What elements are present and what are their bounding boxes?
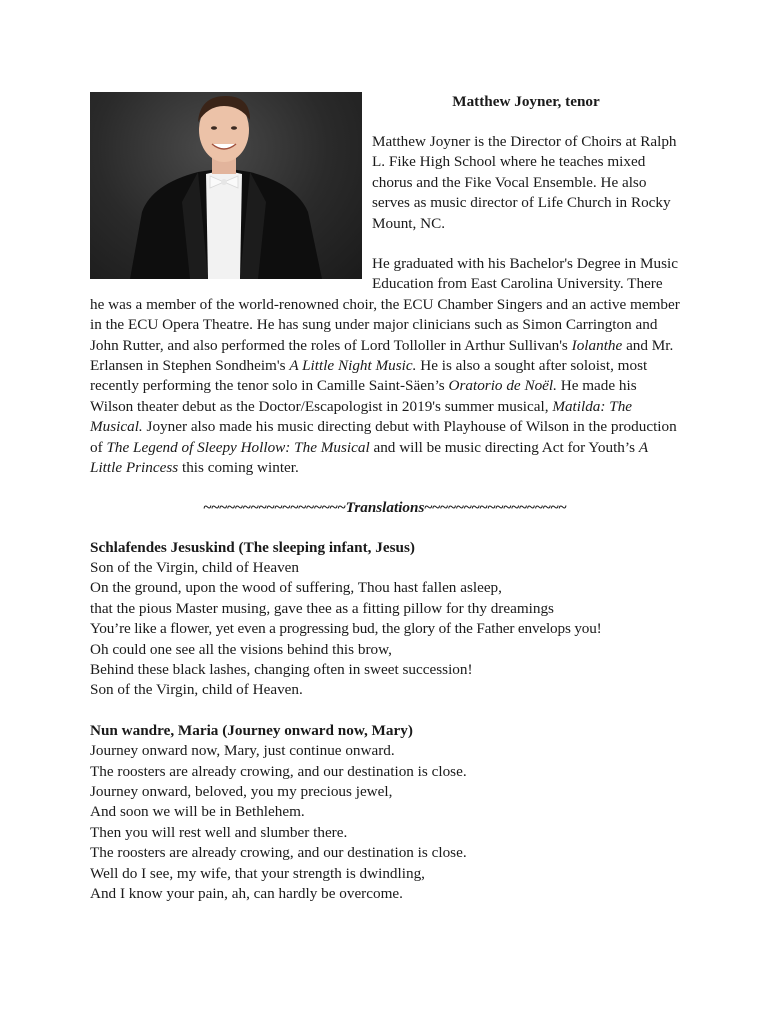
lyric-line: Well do I see, my wife, that your strength is dwindling, (90, 864, 425, 882)
lyric-line: Journey onward, beloved, you my precious jewel, (90, 782, 393, 800)
work-title-little-princess: A Little Princess (90, 438, 648, 477)
tilde-rule-right: ~~~~~~~~~~~~~~~~~~ (424, 498, 567, 516)
lyric-line: Then you will rest well and slumber there. (90, 823, 348, 841)
song-title: Nun wandre, Maria (Journey onward now, Mary) (90, 721, 413, 739)
work-title-oratorio-de-noel: Oratorio de Noël. (448, 377, 557, 395)
headshot-photo (90, 92, 362, 279)
tilde-rule-left: ~~~~~~~~~~~~~~~~~~ (203, 498, 346, 516)
work-title-iolanthe: Iolanthe (571, 336, 623, 354)
lyric-line: And soon we will be in Bethlehem. (90, 803, 305, 821)
song-translation-2 (90, 721, 680, 905)
lyric-line: Behind these black lashes, changing often in sweet succession! (90, 660, 473, 678)
translations-label: Translations (345, 498, 425, 516)
song-title: Schlafendes Jesuskind (The sleeping infant, Jesus) (90, 538, 415, 556)
work-title-matilda: Matilda: The Musical. (90, 397, 633, 436)
bio-text-segment: this coming winter. (178, 459, 299, 477)
bio-text-segment: He graduated with his Bachelor's Degree in Music Education from East Carolina University. There he was a member of the world-renowned choir, the ECU Chamber Singers and an active member in the ECU Opera Theatre. He has sung under major clinicians such as Simon Carrington and John Rutter, and also performed the roles of Lord Tolloller in Arthur Sullivan's (90, 255, 680, 354)
lyric-line: that the pious Master musing, gave thee as a fitting pillow for thy dreamings (90, 599, 554, 617)
lyric-line: Son of the Virgin, child of Heaven (90, 558, 300, 576)
headshot-illustration (90, 92, 362, 279)
bio-text-segment: and will be music directing Act for Youth’s (369, 438, 639, 456)
lyric-line: The roosters are already crowing, and our destination is close. (90, 844, 467, 862)
bio-title: Matthew Joyner, tenor (452, 93, 600, 110)
bio-text-segment: He is also a sought after soloist, most recently performing the tenor solo in Camille Saint-Säen’s (90, 357, 648, 395)
bio-text-segment: Joyner also made his music directing debut with Playhouse of Wilson in the production of (90, 418, 677, 456)
document-content (90, 92, 680, 904)
work-title-little-night-music: A Little Night Music. (289, 357, 417, 375)
bio-paragraph-1: Matthew Joyner is the Director of Choirs at Ralph L. Fike High School where he teaches mixed chorus and the Fike Vocal Ensemble. He also serves as music director of Life Church in Rocky Mount, NC. (372, 133, 677, 232)
translations-heading (90, 498, 680, 518)
bio-text-segment: and Mr. Erlansen in Stephen Sondheim's (90, 336, 674, 375)
song-translation-1 (90, 538, 680, 701)
lyric-line: The roosters are already crowing, and our destination is close. (90, 762, 467, 780)
work-title-sleepy-hollow: The Legend of Sleepy Hollow: The Musical (106, 438, 370, 456)
lyric-line: You’re like a flower, yet even a progressing bud, the glory of the Father envelops you! (90, 620, 602, 638)
lyric-line: Oh could one see all the visions behind this brow, (90, 640, 392, 658)
lyric-line: Journey onward now, Mary, just continue onward. (90, 742, 395, 760)
lyric-line: And I know your pain, ah, can hardly be overcome. (90, 885, 403, 902)
bio-paragraph-2 (90, 254, 680, 478)
bio-text-segment: He made his Wilson theater debut as the Doctor/Escapologist in 2019's summer musical, (90, 377, 637, 415)
lyric-line: Son of the Virgin, child of Heaven. (90, 681, 303, 699)
lyric-line: On the ground, upon the wood of suffering, Thou hast fallen asleep, (90, 579, 502, 597)
